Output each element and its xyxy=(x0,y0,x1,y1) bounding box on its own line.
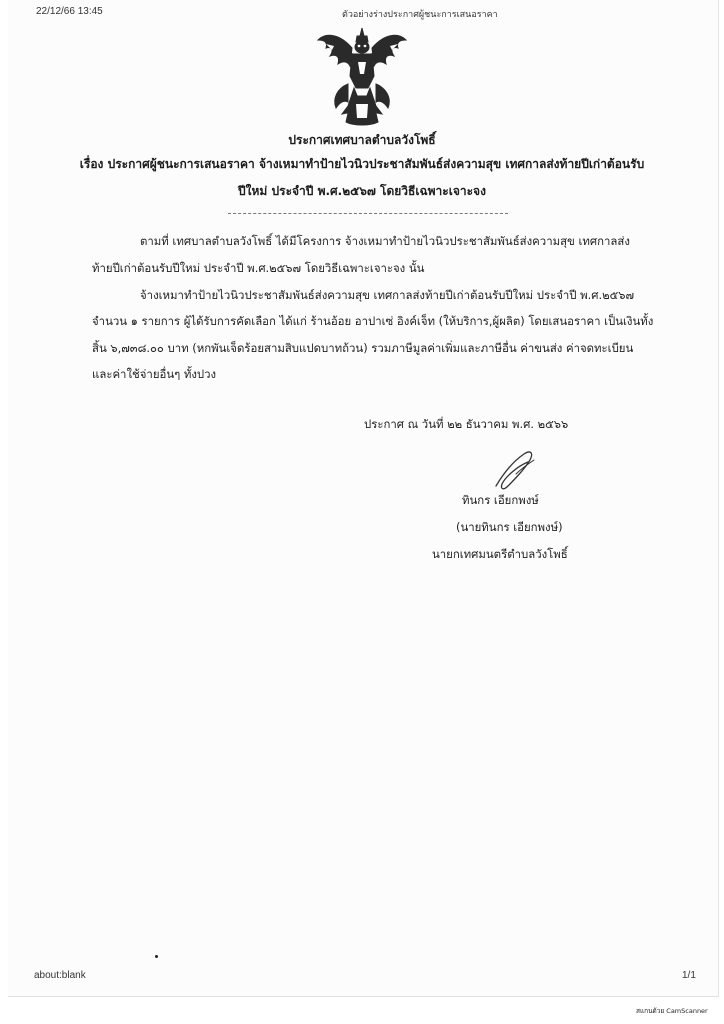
print-date-time: 22/12/66 13:45 xyxy=(36,6,103,17)
signer-full-name: (นายทินกร เอียกพงษ์) xyxy=(456,520,563,534)
handwritten-signature xyxy=(486,448,546,494)
signer-short-name: ทินกร เอียกพงษ์ xyxy=(462,493,539,507)
paragraph-2-line-4: และค่าใช้จ่ายอื่นๆ ทั้งปวง xyxy=(92,367,217,381)
announcement-date: ประกาศ ณ วันที่ ๒๒ ธันวาคม พ.ศ. ๒๕๖๖ xyxy=(364,417,569,431)
document-subject-line-1: เรื่อง ประกาศผู้ชนะการเสนอราคา จ้างเหมาทำป้ายไวนิวประชาสัมพันธ์ส่งความสุข เทศกาลส่งท้ายปีเก่าต้อนรับ xyxy=(79,157,645,171)
scanner-watermark: สแกนด้วย CamScanner xyxy=(636,1007,708,1015)
print-footer-url: about:blank xyxy=(34,970,86,981)
print-footer-page-count: 1/1 xyxy=(682,970,696,981)
document-office-title: ประกาศเทศบาลตำบลวังโพธิ์ xyxy=(288,133,436,147)
paragraph-1-line-1: ตามที่ เทศบาลตำบลวังโพธิ์ ได้มีโครงการ จ้างเหมาทำป้ายไวนิวประชาสัมพันธ์ส่งความสุข เทศกาลส่ง xyxy=(140,234,630,248)
paragraph-2-line-2: จำนวน ๑ รายการ ผู้ได้รับการคัดเลือก ได้แก่ ร้านอ้อย อาปาเซ่ อิงค์เจ็ท (ให้บริการ,ผู้ผลิต) โดยเสนอราคา เป็นเงินทั้ง xyxy=(92,314,654,328)
paragraph-2-line-1: จ้างเหมาทำป้ายไวนิวประชาสัมพันธ์ส่งความสุข เทศกาลส่งท้ายปีเก่าต้อนรับปีใหม่ ประจำปี พ.ศ.๒๕๖๗ xyxy=(140,288,635,302)
speck-mark xyxy=(155,955,158,958)
paragraph-1-line-2: ท้ายปีเก่าต้อนรับปีใหม่ ประจำปี พ.ศ.๒๕๖๗ โดยวิธีเฉพาะเจาะจง นั้น xyxy=(92,261,425,275)
print-page-title: ตัวอย่างร่างประกาศผู้ชนะการเสนอราคา xyxy=(342,10,498,20)
garuda-emblem-icon xyxy=(312,26,412,130)
document-subject-line-2: ปีใหม่ ประจำปี พ.ศ.๒๕๖๗ โดยวิธีเฉพาะเจาะจง xyxy=(238,184,486,198)
paragraph-2-line-3: สิ้น ๖,๗๓๘.๐๐ บาท (หกพันเจ็ดร้อยสามสิบแปดบาทถ้วน) รวมภาษีมูลค่าเพิ่มและภาษีอื่น ค่าขนส่ง ค่าจดทะเบียน xyxy=(92,341,634,355)
signer-position: นายกเทศมนตรีตำบลวังโพธิ์ xyxy=(432,547,568,561)
heading-separator xyxy=(228,213,508,214)
